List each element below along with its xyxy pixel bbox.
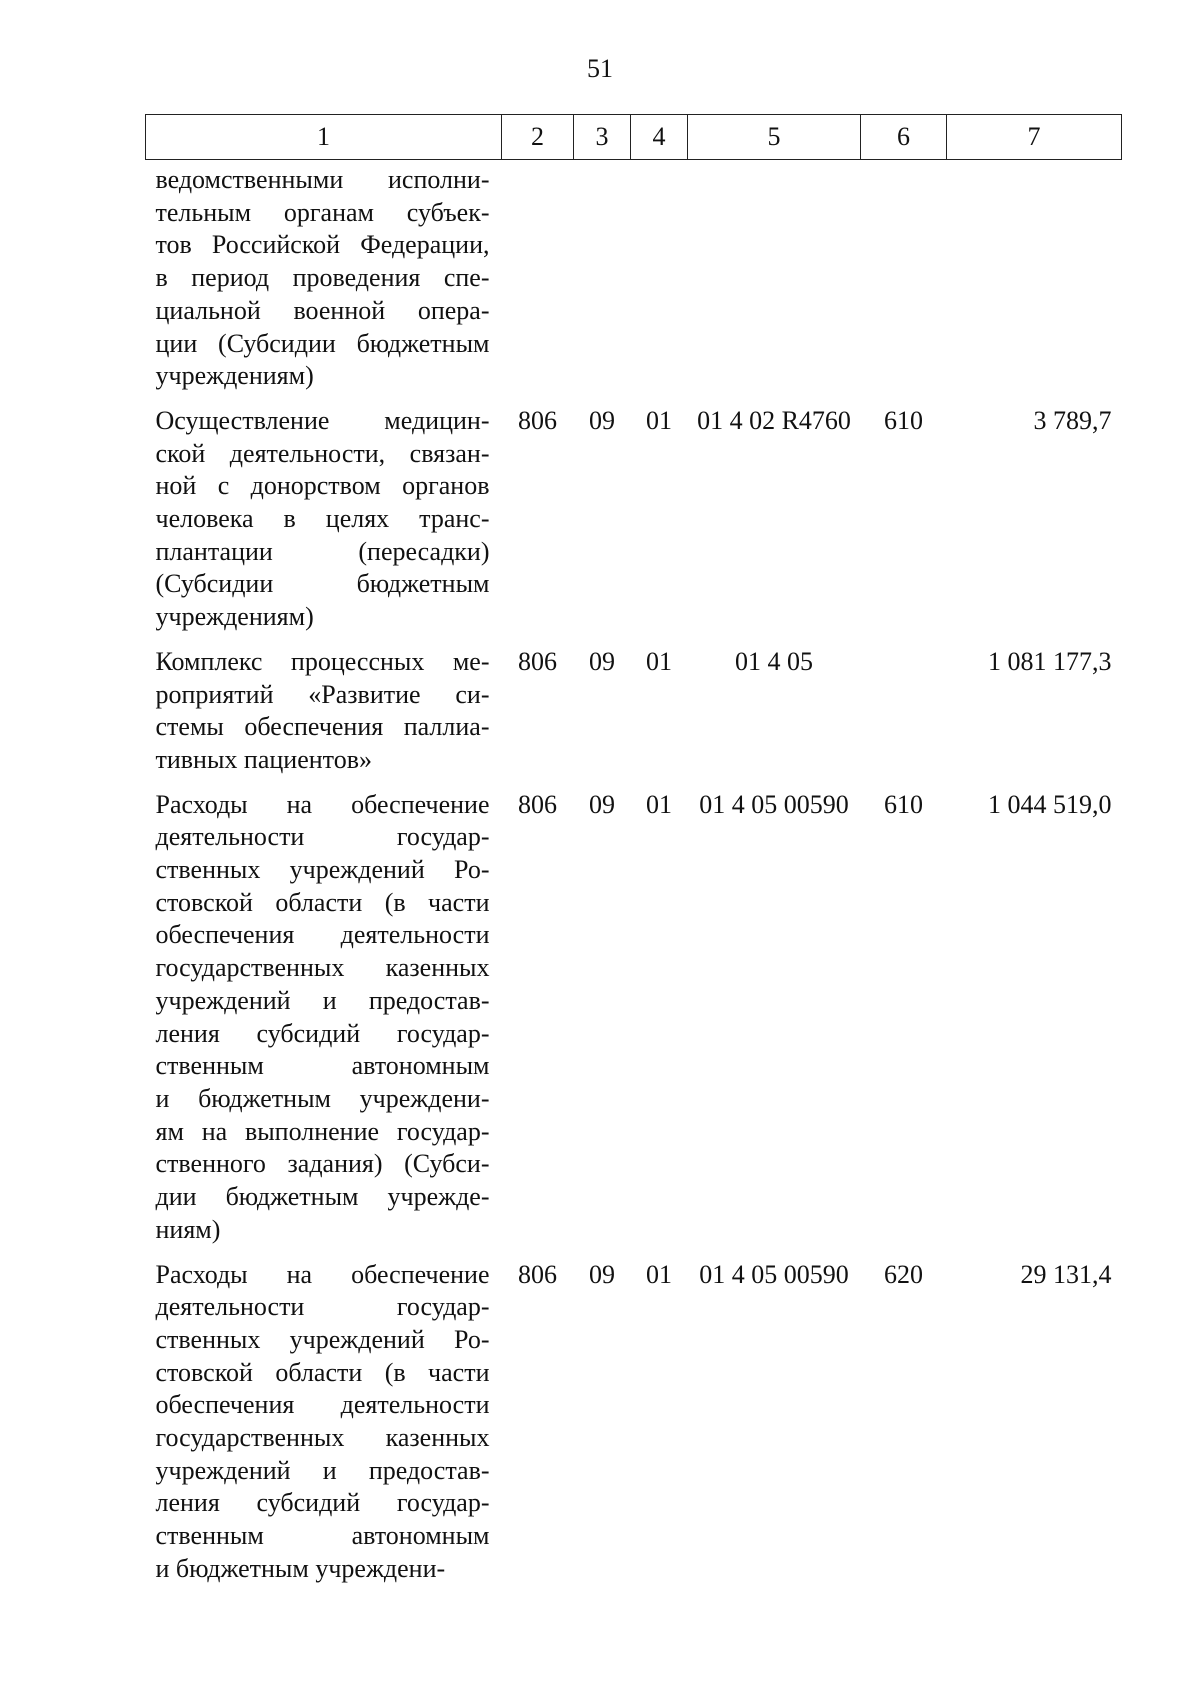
header-col-6: 6	[861, 115, 947, 160]
cell-expense-type: 610	[884, 789, 923, 819]
description-line: ственных учреждений Ро-	[155, 855, 490, 885]
cell-amount: 29 131,4	[1020, 1259, 1112, 1289]
cell-subsection: 01	[646, 1259, 672, 1289]
row-description	[146, 789, 502, 1259]
description-line: учреждений и предостав-	[155, 1455, 490, 1485]
description-line: стовской области (в части	[155, 1357, 490, 1387]
description-line: обеспечения деятельности	[155, 1390, 490, 1420]
description-line: циальной военной опера-	[155, 295, 490, 325]
description-line: ции (Субсидии бюджетным	[155, 328, 490, 358]
cell-target-article: 01 4 05 00590	[699, 789, 849, 819]
cell-section: 09	[589, 789, 615, 819]
cell-amount: 1 044 519,0	[988, 789, 1112, 819]
cell-target-article: 01 4 02 R4760	[697, 405, 851, 435]
description-line: Комплекс процессных ме-	[155, 646, 490, 676]
description-line: ственных учреждений Ро-	[155, 1324, 490, 1354]
description-line: учреждений и предостав-	[155, 985, 490, 1015]
description-line: в период проведения спе-	[155, 263, 490, 293]
cell-subsection: 01	[646, 789, 672, 819]
table-row-continuation	[146, 160, 1122, 405]
row-description	[146, 405, 502, 646]
header-col-7: 7	[947, 115, 1122, 160]
description-line: плантации (пересадки)	[155, 536, 490, 566]
header-col-4: 4	[631, 115, 688, 160]
description-line: Расходы на обеспечение	[155, 1259, 490, 1289]
header-col-2: 2	[502, 115, 574, 160]
table-row	[146, 646, 1122, 789]
row-description	[146, 646, 502, 789]
table-row	[146, 1259, 1122, 1598]
cell-expense-type: 610	[884, 405, 923, 435]
description-line: стемы обеспечения паллиа-	[155, 712, 490, 742]
cell-section: 09	[589, 405, 615, 435]
description-line: дии бюджетным учрежде-	[155, 1182, 490, 1212]
cell-ministry-code: 806	[518, 1259, 557, 1289]
cell-subsection: 01	[646, 646, 672, 676]
cell-expense-type: 620	[884, 1259, 923, 1289]
description-line: ной с донорством органов	[155, 471, 490, 501]
table-header	[146, 115, 1122, 160]
budget-table	[145, 114, 1122, 1598]
description-line: ственного задания) (Субси-	[155, 1149, 490, 1179]
header-col-5: 5	[688, 115, 861, 160]
row-description	[146, 1259, 502, 1598]
cell-subsection: 01	[646, 405, 672, 435]
description-line: ниям)	[155, 1214, 221, 1244]
description-line: деятельности государ-	[155, 1292, 490, 1322]
description-line: ской деятельности, связан-	[155, 438, 490, 468]
description-line: тельным органам субъек-	[155, 197, 490, 227]
description-line: обеспечения деятельности	[155, 920, 490, 950]
description-line: и бюджетным учреждени-	[155, 1083, 490, 1113]
description-line: Осуществление медицин-	[155, 405, 490, 435]
description-line: ведомственными исполни-	[155, 165, 490, 194]
cell-ministry-code: 806	[518, 789, 557, 819]
description-line: ям на выполнение государ-	[155, 1116, 490, 1146]
cell-amount: 3 789,7	[1033, 405, 1112, 435]
description-line: (Субсидии бюджетным	[155, 569, 490, 599]
description-line: Расходы на обеспечение	[155, 789, 490, 819]
description-line: деятельности государ-	[155, 822, 490, 852]
description-line: учреждениям)	[155, 602, 314, 632]
table-row	[146, 405, 1122, 646]
cell-section: 09	[589, 1259, 615, 1289]
description-line: ственным автономным	[155, 1521, 490, 1551]
cell-target-article: 01 4 05	[735, 646, 813, 676]
cell-target-article: 01 4 05 00590	[699, 1259, 849, 1289]
header-col-3: 3	[574, 115, 631, 160]
continuation-description	[146, 160, 502, 405]
description-line: учреждениям)	[155, 361, 314, 391]
description-line: государственных казенных	[155, 953, 490, 983]
description-line: и бюджетным учреждени-	[155, 1553, 446, 1583]
description-line: ления субсидий государ-	[155, 1018, 490, 1048]
table-row	[146, 789, 1122, 1259]
cell-expense-type	[861, 646, 947, 789]
cell-ministry-code: 806	[518, 646, 557, 676]
description-line: ления субсидий государ-	[155, 1488, 490, 1518]
table-body	[146, 160, 1122, 1598]
description-line: человека в целях транс-	[155, 504, 490, 534]
description-line: ственным автономным	[155, 1051, 490, 1081]
description-line: роприятий «Развитие си-	[155, 679, 490, 709]
description-line: государственных казенных	[155, 1423, 490, 1453]
description-line: стовской области (в части	[155, 887, 490, 917]
header-row	[146, 115, 1122, 160]
cell-amount: 1 081 177,3	[988, 646, 1112, 676]
cell-section: 09	[589, 646, 615, 676]
page-number: 51	[587, 54, 613, 83]
header-col-1: 1	[146, 115, 502, 160]
cell-ministry-code: 806	[518, 405, 557, 435]
description-line: тов Российской Федерации,	[155, 230, 490, 260]
description-line: тивных пациентов»	[155, 744, 372, 774]
